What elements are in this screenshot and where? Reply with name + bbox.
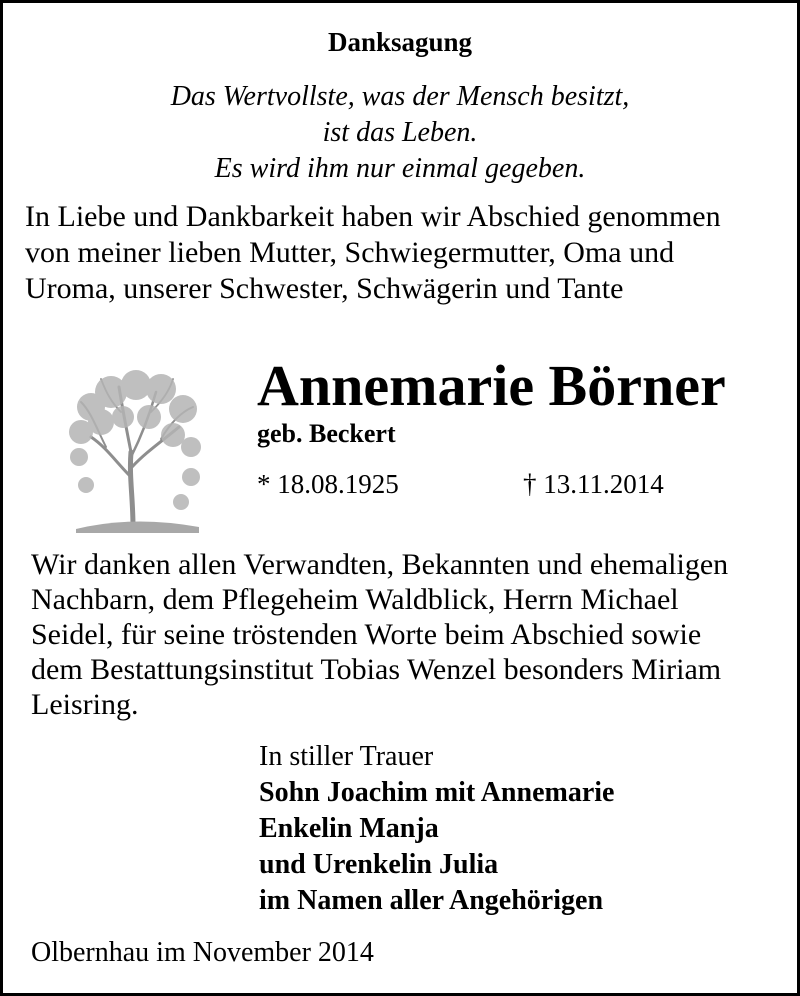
signature-name: und Urenkelin Julia xyxy=(259,849,499,880)
place-date: Olbernhau im November 2014 xyxy=(31,937,374,968)
signature-name: Sohn Joachim mit Annemarie xyxy=(259,777,615,808)
deceased-name: Annemarie Börner xyxy=(257,353,726,418)
thanks-line: Leisring. xyxy=(31,688,139,721)
heading: Danksagung xyxy=(327,27,473,57)
intro-line: Uroma, unserer Schwester, Schwägerin und Tante xyxy=(25,272,624,305)
thanks-text xyxy=(31,547,791,722)
thanks-line: Seidel, für seine tröstenden Worte beim Abschied sowie xyxy=(31,618,702,651)
thanks-line: Wir danken allen Verwandten, Bekannten und ehemaligen xyxy=(31,548,729,581)
thanks-line: dem Bestattungsinstitut Tobias Wenzel besonders Miriam xyxy=(31,653,722,686)
intro-line: In Liebe und Dankbarkeit haben wir Abschied genommen xyxy=(25,200,721,233)
death-date: † 13.11.2014 xyxy=(523,469,664,499)
signature-name: Enkelin Manja xyxy=(259,813,439,844)
intro-text xyxy=(25,199,785,307)
tree-icon xyxy=(61,367,207,537)
signature xyxy=(259,739,614,919)
intro-line: von meiner lieben Mutter, Schwiegermutter, Oma und xyxy=(25,236,675,269)
signature-intro: In stiller Trauer xyxy=(259,741,434,772)
thanks-line: Nachbarn, dem Pflegeheim Waldblick, Herrn Michael xyxy=(31,583,679,616)
birth-date: * 18.08.1925 xyxy=(257,469,399,499)
maiden-name: geb. Beckert xyxy=(257,419,396,448)
motto-line: Das Wertvollste, was der Mensch besitzt, xyxy=(170,81,630,112)
signature-name: im Namen aller Angehörigen xyxy=(259,885,604,916)
motto-line: Es wird ihm nur einmal gegeben. xyxy=(214,153,586,184)
motto-line: ist das Leben. xyxy=(322,117,478,148)
motto xyxy=(3,79,797,187)
